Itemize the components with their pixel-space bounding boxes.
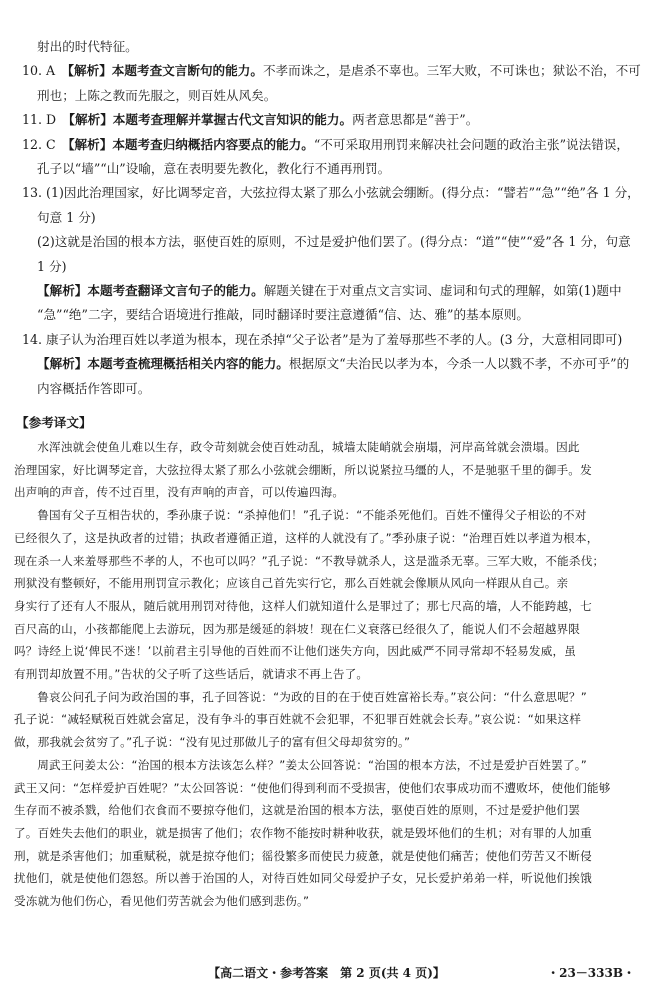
translation-line: 现在杀一人来羞辱那些不孝的人，不也可以吗？”孔子说：“不教导就杀人，这是滥杀无辜。三军大败，不能杀伐； [14,553,605,568]
analysis-tag: 【解析】本题考查理解并掌握古代文言知识的能力。 [68,112,353,128]
q10-line-1: 10. A 【解析】本题考查文言断句的能力。不孝而诛之，是虐杀不辜也。三军大败，不可诛也；狱讼不治，不可 [22,63,641,79]
translation-line: 受冻就为他们伤心，看见他们劳苦就会为他们感到悲伤。” [14,894,310,909]
translation-line: 水浑浊就会使鱼儿难以生存，政令苛刻就会使百姓动乱，城墙太陡峭就会崩塌，河岸高耸就会溃塌。因此 [37,440,580,454]
translation-line: 已经很久了，这是执政者的过错；执政者遵循正道，这样的人就没有了。”季孙康子说：“治理百姓以孝道为根本， [14,530,599,545]
translation-line: 了。百姓失去他们的职业，就是损害了他们；农作物不能按时耕种收获，就是毁坏他们的生机；对有罪的人加重 [14,825,592,840]
analysis-tag: 【解析】本题考查翻译文言句子的能力。 [37,283,264,299]
page-footer [0,963,653,983]
continued-line: 射出的时代特征。 [37,39,138,54]
footer-exam-code: ・23－333B・ [547,966,635,980]
q13-analysis-line-1: 【解析】本题考查翻译文言句子的能力。解题关键在于对重点文言实词、虚词和句式的理解，如第(1)题中 [37,283,622,299]
translation-line: 周武王问姜太公：“治国的根本方法该怎么样？”姜太公回答说：“治国的根本方法，不过是爱护百姓罢了。” [37,757,587,772]
analysis-tag: 【解析】本题考查文言断句的能力。 [67,63,263,79]
q13-analysis-line-2: “急”“绝”二字，要结合语境进行推敲，同时翻译时要注意遵循“信、达、雅”的基本原则。 [37,307,530,323]
translation-line: 鲁哀公问孔子问为政治国的事，孔子回答说：“为政的目的在于使百姓富裕长寿。”哀公问：“什么意思呢？” [37,689,587,704]
translation-line: 有刑罚却放置不用。”告状的父子听了这些话后，就请求不再上告了。 [14,667,369,682]
translation-line: 做，那我就会贫穷了。”孔子说：“没有见过那做儿子的富有但父母却贫穷的。” [14,735,411,750]
q14-analysis-line-1: 【解析】本题考查梳理概括相关内容的能力。根据原文“夫治民以孝为本，今杀一人以戮不孝，不亦可乎”的 [37,356,630,372]
q13-part2-line-1: (2)这就是治国的根本方法，驱使百姓的原则，不过是爱护他们罢了。(得分点：“道”“使”“爱”各 1 分，句意 [37,234,631,250]
translation-line: 刑狱没有整顿好，不能用刑罚宣示教化；应该自己首先实行它，那么百姓就会像顺从风向一样跟从自己。亲 [14,576,569,591]
translation-line: 鲁国有父子互相告状的，季孙康子说：“杀掉他们！”孔子说：“不能杀死他们。百姓不懂得父子相讼的不对 [37,508,587,523]
q13-part1-line-1: 13. (1)因此治理国家，好比调琴定音，大弦拉得太紧了那么小弦就会绷断。(得分点：“譬若”“急”“绝”各 1 分， [22,185,640,201]
q14-line-1: 14. 康子认为治理百姓以孝道为根本，现在杀掉“父子讼者”是为了羞辱那些不孝的人。(3 分，大意相同即可) [22,331,623,347]
translation-line: 吗？诗经上说‘俾民不迷！’以前君主引导他的百姓而不让他们迷失方向，因此威严不同寻常却不轻易发威，虽 [14,644,577,659]
translation-line: 治理国家，好比调琴定音，大弦拉得太紧了那么小弦就会绷断，所以说紧拉马缰的人，不是驰驱千里的御手。发 [14,462,592,477]
translation-line: 出声响的声音，传不过百里，没有声响的声音，可以传遍四海。 [14,485,345,500]
translation-line: 武王又问：“怎样爱护百姓呢？”太公回答说：“使他们得到利而不受损害，使他们农事成功而不遭败坏，使他们能够 [14,780,611,795]
q13-part1-line-2: 句意 1 分) [37,209,96,225]
reference-translation [14,436,638,913]
q12-line-1: 12. C 【解析】本题考查归纳概括内容要点的能力。“不可采取用刑罚来解决社会问题的政治主张”说法错误， [22,136,629,152]
q14-analysis-line-2: 内容概括作答即可。 [37,380,151,396]
q12-line-2: 孔子以“墙”“山”设喻，意在表明要先教化，教化行不通再刑罚。 [37,161,391,177]
translation-line: 生存而不被杀戮，给他们衣食而不要掠夺他们，这就是治国的根本方法，驱使百姓的原则，不过是爱护他们罢 [14,803,581,818]
reference-translation-heading: 【参考译文】 [16,415,92,430]
translation-line: 百尺高的山，小孩都能爬上去游玩，因为那是缓延的斜坡！现在仁义衰落已经很久了，能说人们不会超越界限 [14,621,581,636]
translation-line: 孔子说：“减轻赋税百姓就会富足，没有争斗的事百姓就不会犯罪，不犯罪百姓就会长寿。”哀公说：“如果这样 [14,712,582,727]
q11-line-1: 11. D 【解析】本题考查理解并掌握古代文言知识的能力。两者意思都是“善于”。 [22,112,479,128]
translation-line: 身实行了还有人不服从，随后就用刑罚对待他，这样人们就知道什么是罪过了；那七尺高的墙，人不能跨越，七 [14,598,592,613]
translation-line: 扰他们，就是使他们怨怒。所以善于治国的人，对待百姓如同父母爱护子女，兄长爱护弟弟一样，听说他们挨饿 [14,871,592,886]
q13-part2-line-2: 1 分) [37,258,67,274]
q10-line-2: 刑也；上陈之教而先服之，则百姓从风矣。 [37,87,277,103]
answers-block [22,35,644,401]
translation-line: 刑，就是杀害他们；加重赋税，就是掠夺他们；徭役繁多而使民力疲惫，就是使他们痛苦；使他们劳苦又不断侵 [14,848,592,863]
analysis-tag: 【解析】本题考查梳理概括相关内容的能力。 [37,356,289,372]
footer-page-info: 【高二语文・参考答案 第 2 页(共 4 页)】 [208,966,445,980]
analysis-tag: 【解析】本题考查归纳概括内容要点的能力。 [68,136,314,152]
